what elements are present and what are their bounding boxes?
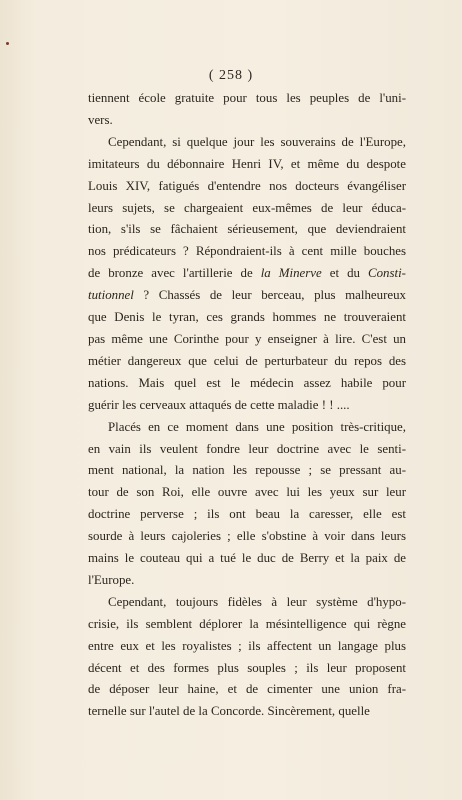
text-segment: guérir les cerveaux attaqués de cette maladie ! ! ....: [88, 397, 350, 412]
text-line: [88, 482, 406, 504]
text-segment: leurs sujets, se chargeaient eux-mêmes de leur éduca-: [88, 200, 406, 215]
text-segment: Louis XIV, fatigués d'entendre nos docteurs évangéliser: [88, 178, 406, 193]
paragraph: [88, 417, 406, 592]
text-line: [88, 658, 406, 680]
text-segment: sourde à leurs cajoleries ; elle s'obstine à voir dans leurs: [88, 529, 406, 544]
italic-text: Consti-: [368, 266, 406, 281]
text-segment: Placés en ce moment dans une position très-critique,: [108, 419, 406, 434]
text-line: [88, 504, 406, 526]
text-line: [88, 307, 406, 329]
text-line: [88, 636, 406, 658]
text-line: [88, 110, 406, 132]
text-line: [88, 570, 406, 592]
text-segment: vers.: [88, 112, 113, 127]
text-line: [88, 395, 406, 417]
text-line: [88, 329, 406, 351]
text-segment: nations. Mais quel est le médecin assez habile pour: [88, 375, 406, 390]
text-line: [88, 88, 406, 110]
text-line: [88, 219, 406, 241]
text-segment: ternelle sur l'autel de la Concorde. Sincèrement, quelle: [88, 704, 370, 719]
text-line: [88, 679, 406, 701]
text-line: [88, 154, 406, 176]
text-segment: tion, s'ils se fâchaient sérieusement, que deviendraient: [88, 222, 406, 237]
text-segment: en vain ils veulent fondre leur doctrine avec le senti-: [88, 441, 406, 456]
text-line: [88, 417, 406, 439]
text-segment: décent et des formes plus souples ; ils leur proposent: [88, 660, 406, 675]
italic-text: la Minerve: [260, 266, 322, 281]
text-segment: mains le couteau qui a tué le duc de Berry et la paix de: [88, 551, 406, 566]
text-line: [88, 351, 406, 373]
text-segment: de déposer leur haine, et de cimenter une union fra-: [88, 682, 406, 697]
text-line: [88, 285, 406, 307]
body-text: [88, 88, 406, 723]
paragraph: [88, 592, 406, 723]
text-segment: ment national, la nation les repousse ; se pressant au-: [88, 463, 406, 478]
text-segment: ? Chassés de leur berceau, plus malheureux: [133, 288, 406, 303]
foxing-spot: [6, 42, 9, 45]
text-segment: doctrine perverse ; ils ont beau la caresser, elle est: [88, 507, 406, 522]
text-line: [88, 373, 406, 395]
text-line: [88, 592, 406, 614]
text-line: [88, 198, 406, 220]
text-segment: métier dangereux que celui de perturbateur du repos des: [88, 353, 406, 368]
text-segment: crisie, ils semblent déplorer la mésintelligence qui règne: [88, 616, 406, 631]
text-line: [88, 614, 406, 636]
paragraph: [88, 88, 406, 132]
text-line: [88, 241, 406, 263]
text-segment: et du: [321, 266, 369, 281]
text-segment: nos prédicateurs ? Répondraient-ils à cent mille bouches: [88, 244, 406, 259]
text-segment: de bronze avec l'artillerie de: [88, 266, 261, 281]
text-segment: entre eux et les royalistes ; ils affectent un langage plus: [88, 638, 406, 653]
text-line: [88, 439, 406, 461]
text-line: [88, 526, 406, 548]
text-segment: Cependant, si quelque jour les souverains de l'Europe,: [108, 134, 406, 149]
text-segment: l'Europe.: [88, 572, 135, 587]
page-number: ( 258 ): [208, 68, 254, 83]
text-line: [88, 176, 406, 198]
text-segment: imitateurs du débonnaire Henri IV, et même du despote: [88, 156, 406, 171]
text-segment: que Denis le tyran, ces grands hommes ne trouveraient: [88, 310, 406, 325]
italic-text: tutionnel: [88, 288, 134, 303]
text-line: [88, 701, 406, 723]
text-segment: Cependant, toujours fidèles à leur système d'hypo-: [108, 594, 406, 609]
paragraph: [88, 132, 406, 417]
text-line: [88, 132, 406, 154]
text-segment: tour de son Roi, elle ouvre avec lui les yeux sur leur: [88, 485, 406, 500]
text-segment: tiennent école gratuite pour tous les peuples de l'uni-: [88, 91, 406, 105]
text-line: [88, 263, 406, 285]
text-line: [88, 548, 406, 570]
text-segment: pas même une Corinthe pour y enseigner à lire. C'est un: [88, 331, 406, 346]
text-line: [88, 460, 406, 482]
